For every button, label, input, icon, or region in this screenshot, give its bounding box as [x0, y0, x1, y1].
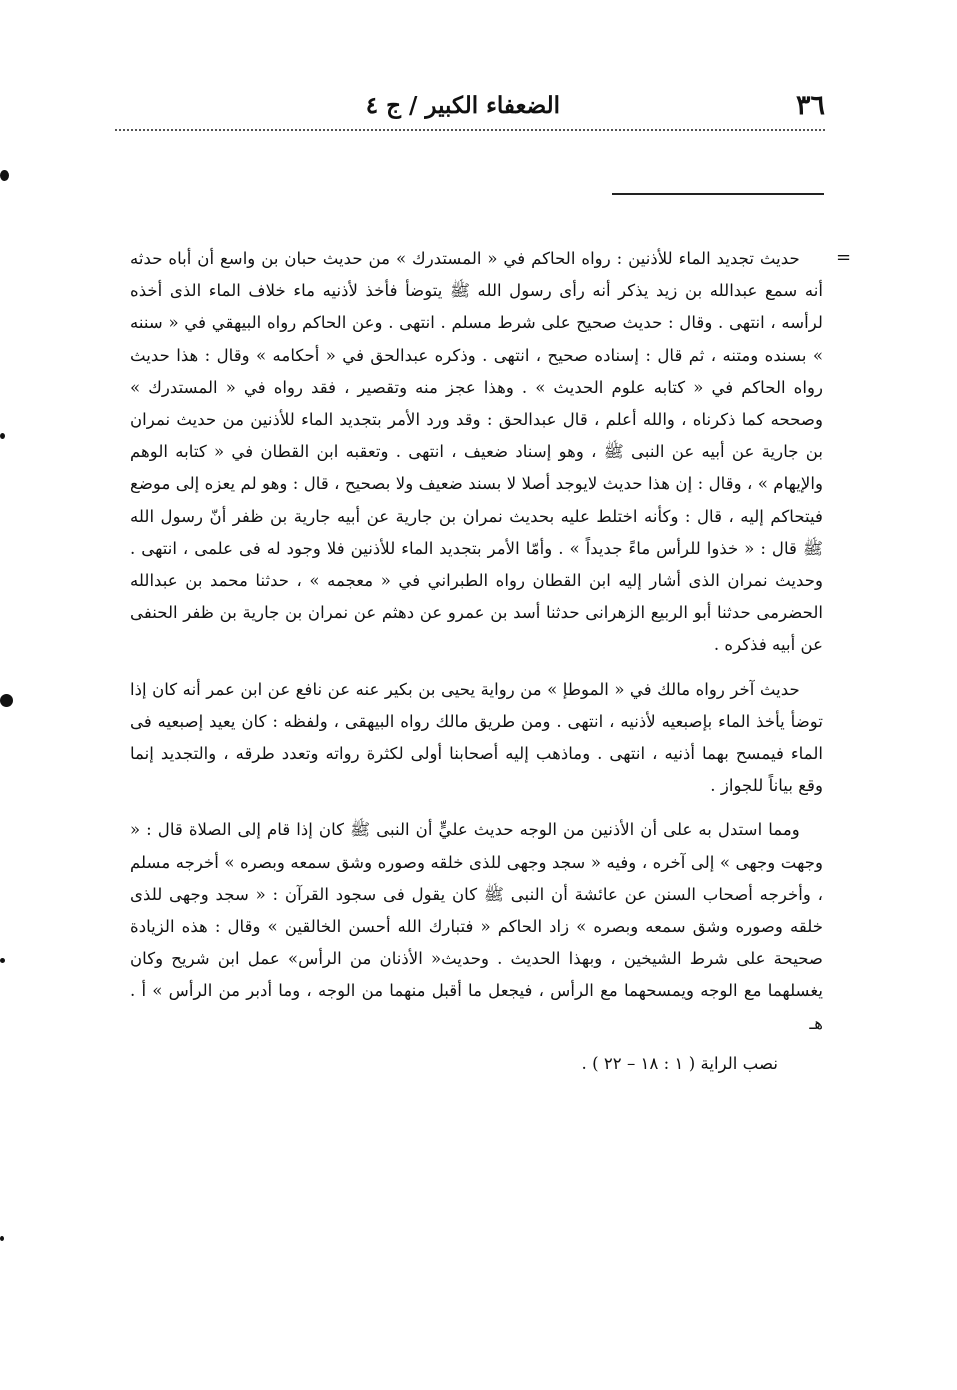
- scan-edge-mark: [0, 1236, 4, 1241]
- footnote-separator-rule: [612, 193, 824, 195]
- source-citation: نصب الراية ( ١ : ١٨ – ٢٢ ) .: [581, 1053, 778, 1073]
- running-title: الضعفاء الكبير / ج ٤: [365, 92, 560, 119]
- scan-edge-mark: [0, 170, 9, 181]
- scan-edge-mark: [0, 958, 5, 963]
- page-number: ٣٦: [795, 90, 825, 121]
- paragraph-ears-from-face: ومما استدل به على أن الأذنين من الوجه حديث عليٍّ أن النبى ﷺ كان إذا قام إلى الصلاة قال : « وجهت وجهى » إلى آخره ، وفيه « سجد وجهى للذى خلقه وصوره وشق سمعه وبصره » أخرجه مسلم ، وأخرجه أصحاب السنن عن عائشة أن النبى ﷺ كان يقول فى سجود القرآن : « سجد وجهى للذى خلقه وصوره وشق سمعه وبصره » زاد الحاكم « فتبارك الله أحسن الخالقين » وقال : هذه الزيادة صحيحة على شرط الشيخين ، وبهذا الحديث . وحديث« الأذنان من الرأس» عمل ابن شريح وكان يغسلهما مع الوجه ويمسحهما مع الرأس ، فيجعل ما أقبل منهما من الوجه ، وما أدبر من الرأس » أ . هـ: [130, 820, 823, 1033]
- scan-edge-mark: [0, 694, 13, 707]
- page-header: [115, 88, 825, 128]
- paragraph-tajdid-hadith: حديث تجديد الماء للأذنين : رواه الحاكم في « المستدرك » من حديث حبان بن واسع أن أباه حدثه أنه سمع عبدالله بن زيد يذكر أنه رأى رسول الله ﷺ يتوضأ فأخذ لأذنيه ماء خلاف الماء الذى أخذه لرأسه ، انتهى . وقال : حديث صحيح على شرط مسلم . انتهى . وعن الحاكم رواه البيهقي في « سننه » بسنده ومتنه ، ثم قال : إسناده صحيح ، انتهى . وذكره عبدالحق في « أحكامه » وقال : هذا حديث رواه الحاكم في « كتابه علوم الحديث » . وهذا عجز منه وتقصير ، فقد رواه في « المستدرك » وصححه كما ذكرناه ، والله أعلم ، قال عبدالحق : وقد ورد الأمر بتجديد الماء للأذنين من حديث نمران بن جارية عن أبيه عن النبى ﷺ ، وهو إسناد ضعيف ، انتهى . وتعقبه ابن القطان في « كتابه الوهم والإيهام » ، وقال : إن هذا حديث لايوجد أصلا لا بسند ضعيف ولا بصحيح ، قال : وهو لم يعزه إلى موضع فيتحاكم إليه ، قال : وكأنه اختلط عليه بحديث نمران بن جارية عن أبيه جارية بن ظفر أنّ رسول الله ﷺ قال : « خذوا للرأس ماءً جديداً » . وأمّا الأمر بتجديد الماء للأذنين فلا وجود له فى علمى ، انتهى . وحديث نمران الذى أشار إليه ابن القطان رواه الطبراني في « معجمه » ، حدثنا محمد بن عبدالله الحضرمى حدثنا أبو الربيع الزهرانى حدثنا أسد بن عمرو عن دهثم عن نمران بن جارية بن ظفر الحنفى عن أبيه فذكره .: [130, 249, 823, 655]
- footnote-text: [130, 243, 823, 1080]
- header-dotted-rule: [115, 129, 825, 131]
- footnote-continuation-marker: =: [836, 247, 852, 268]
- paragraph-malik-hadith: حديث آخر رواه مالك في « الموطإ » من رواية يحيى بن بكير عنه عن نافع عن ابن عمر أنه كان إذا توضأ يأخذ الماء بإصبعيه لأذنيه ، انتهى . ومن طريق مالك رواه البيهقى ، ولفظه : كان يعيد إصبعيه فى الماء فيمسح بهما أذنيه ، انتهى . وماذهب إليه أصحابنا أولى لكثرة رواته وتعدد طرقه ، والتجديد إنما وقع بياناً للجواز .: [130, 679, 823, 796]
- scan-edge-mark: [0, 433, 5, 439]
